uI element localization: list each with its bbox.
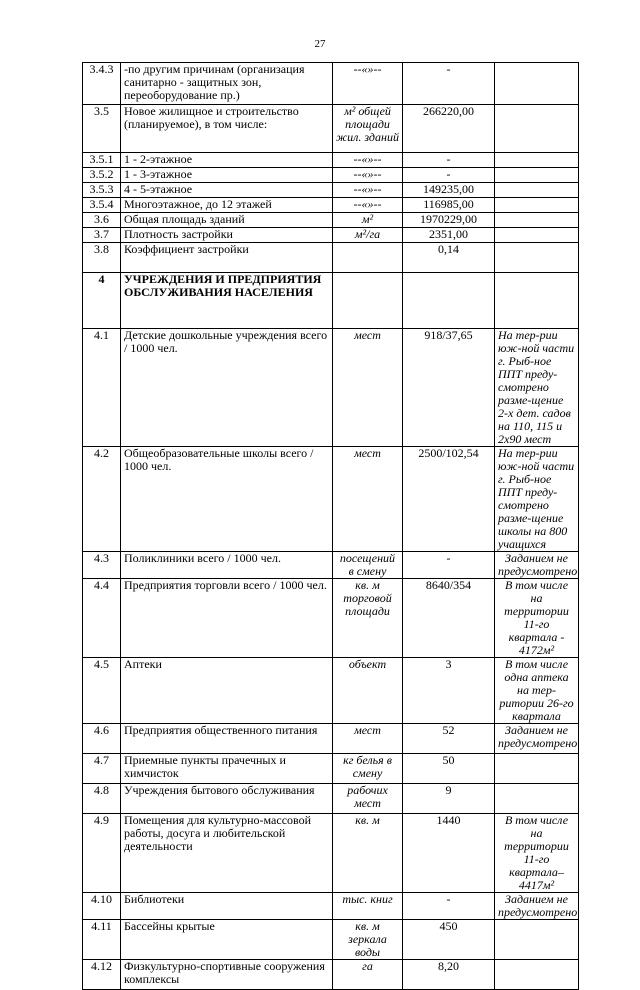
row-value: 266220,00 bbox=[403, 105, 495, 153]
row-name: Общеобразовательные школы всего / 1000 чел. bbox=[121, 447, 333, 552]
row-value bbox=[403, 273, 495, 329]
row-number: 3.5 bbox=[83, 105, 121, 153]
row-unit: посещений в смену bbox=[333, 552, 403, 579]
table-row bbox=[83, 168, 579, 183]
table-row bbox=[83, 243, 579, 273]
row-unit: --«»-- bbox=[333, 153, 403, 168]
row-note bbox=[495, 168, 579, 183]
row-number: 3.7 bbox=[83, 228, 121, 243]
table-row bbox=[83, 153, 579, 168]
row-name: Плотность застройки bbox=[121, 228, 333, 243]
row-name: Общая площадь зданий bbox=[121, 213, 333, 228]
row-name: Приемные пункты прачечных и химчисток bbox=[121, 754, 333, 784]
row-unit: кв. м зеркала воды bbox=[333, 920, 403, 960]
row-note bbox=[495, 105, 579, 153]
row-number: 3.8 bbox=[83, 243, 121, 273]
row-note: На тер-рии юж-ной части г. Рыб-ное ППТ преду-смотрено разме-щение 2-х дет. садов на 110, 115 и 2х90 мест bbox=[495, 329, 579, 447]
row-number: 4.10 bbox=[83, 893, 121, 920]
row-name: Поликлиники всего / 1000 чел. bbox=[121, 552, 333, 579]
table-row bbox=[83, 329, 579, 447]
row-value: 0,14 bbox=[403, 243, 495, 273]
row-unit: мест bbox=[333, 724, 403, 754]
row-number: 4.7 bbox=[83, 754, 121, 784]
row-value: 450 bbox=[403, 920, 495, 960]
row-unit: --«»-- bbox=[333, 198, 403, 213]
page-number: 27 bbox=[314, 38, 326, 50]
row-unit: м² bbox=[333, 213, 403, 228]
row-unit: тыс. книг bbox=[333, 893, 403, 920]
row-name: УЧРЕЖДЕНИЯ И ПРЕДПРИЯТИЯ ОБСЛУЖИВАНИЯ НАСЕЛЕНИЯ bbox=[121, 273, 333, 329]
row-number: 3.6 bbox=[83, 213, 121, 228]
table-row bbox=[83, 920, 579, 960]
row-number: 4.11 bbox=[83, 920, 121, 960]
row-name: 1 - 3-этажное bbox=[121, 168, 333, 183]
row-unit: мест bbox=[333, 447, 403, 552]
row-name: Многоэтажное, до 12 этажей bbox=[121, 198, 333, 213]
row-number: 3.5.2 bbox=[83, 168, 121, 183]
table-row bbox=[83, 447, 579, 552]
row-number: 4.3 bbox=[83, 552, 121, 579]
row-name: Детские дошкольные учреждения всего / 1000 чел. bbox=[121, 329, 333, 447]
row-value: 9 bbox=[403, 784, 495, 814]
row-name: Учреждения бытового обслуживания bbox=[121, 784, 333, 814]
row-value: 2500/102,54 bbox=[403, 447, 495, 552]
row-value: 2351,00 bbox=[403, 228, 495, 243]
row-unit: га bbox=[333, 960, 403, 990]
row-unit: м²/га bbox=[333, 228, 403, 243]
table-row bbox=[83, 198, 579, 213]
row-note bbox=[495, 213, 579, 228]
row-number: 3.5.4 bbox=[83, 198, 121, 213]
row-note bbox=[495, 183, 579, 198]
table-row bbox=[83, 754, 579, 784]
row-value: - bbox=[403, 168, 495, 183]
row-note: В том числе одна аптека на тер-ритории 26-го квартала bbox=[495, 658, 579, 724]
table-row bbox=[83, 213, 579, 228]
row-note bbox=[495, 153, 579, 168]
row-unit bbox=[333, 243, 403, 273]
row-name: Бассейны крытые bbox=[121, 920, 333, 960]
row-unit: кв. м торговой площади bbox=[333, 579, 403, 658]
row-note: Заданием не предусмотрено bbox=[495, 552, 579, 579]
indicators-table bbox=[82, 62, 579, 990]
table-row bbox=[83, 960, 579, 990]
row-note bbox=[495, 198, 579, 213]
row-name: Коэффициент застройки bbox=[121, 243, 333, 273]
row-number: 4.1 bbox=[83, 329, 121, 447]
row-number: 4.2 bbox=[83, 447, 121, 552]
row-note: В том числе на территории 11-го квартала–4417м² bbox=[495, 814, 579, 893]
row-name: Помещения для культурно-массовой работы, досуга и любительской деятельности bbox=[121, 814, 333, 893]
table-row bbox=[83, 724, 579, 754]
section-row bbox=[83, 273, 579, 329]
row-number: 4.8 bbox=[83, 784, 121, 814]
row-name: Библиотеки bbox=[121, 893, 333, 920]
row-number: 3.4.3 bbox=[83, 63, 121, 105]
row-value: 52 bbox=[403, 724, 495, 754]
row-value: 8,20 bbox=[403, 960, 495, 990]
row-number: 4.5 bbox=[83, 658, 121, 724]
row-unit bbox=[333, 273, 403, 329]
row-number: 4.9 bbox=[83, 814, 121, 893]
table-row bbox=[83, 552, 579, 579]
row-value: 3 bbox=[403, 658, 495, 724]
row-note: Заданием не предусмотрено bbox=[495, 724, 579, 754]
row-name: Предприятия торговли всего / 1000 чел. bbox=[121, 579, 333, 658]
row-name: -по другим причинам (организация санитарно - защитных зон, переоборудование пр.) bbox=[121, 63, 333, 105]
row-note bbox=[495, 243, 579, 273]
table-row bbox=[83, 105, 579, 153]
row-number: 4 bbox=[83, 273, 121, 329]
row-unit: --«»-- bbox=[333, 63, 403, 105]
row-note: В том числе на территории 11-го квартала - 4172м² bbox=[495, 579, 579, 658]
row-note bbox=[495, 228, 579, 243]
row-unit: рабочих мест bbox=[333, 784, 403, 814]
table-row bbox=[83, 579, 579, 658]
table-row bbox=[83, 658, 579, 724]
row-unit: м² общей площади жил. зданий bbox=[333, 105, 403, 153]
row-note bbox=[495, 960, 579, 990]
row-value: - bbox=[403, 552, 495, 579]
row-name: Физкультурно-спортивные сооружения комплексы bbox=[121, 960, 333, 990]
row-note bbox=[495, 784, 579, 814]
row-note: Заданием не предусмотрено bbox=[495, 893, 579, 920]
row-value: 1970229,00 bbox=[403, 213, 495, 228]
table-row bbox=[83, 814, 579, 893]
row-value: 50 bbox=[403, 754, 495, 784]
row-value: 918/37,65 bbox=[403, 329, 495, 447]
row-number: 3.5.3 bbox=[83, 183, 121, 198]
table-row bbox=[83, 784, 579, 814]
row-value: 116985,00 bbox=[403, 198, 495, 213]
row-value: - bbox=[403, 63, 495, 105]
row-value: 1440 bbox=[403, 814, 495, 893]
row-name: 1 - 2-этажное bbox=[121, 153, 333, 168]
row-unit: объект bbox=[333, 658, 403, 724]
row-note bbox=[495, 920, 579, 960]
row-unit: кв. м bbox=[333, 814, 403, 893]
row-unit: мест bbox=[333, 329, 403, 447]
row-note bbox=[495, 273, 579, 329]
row-name: 4 - 5-этажное bbox=[121, 183, 333, 198]
row-note bbox=[495, 754, 579, 784]
table-row bbox=[83, 63, 579, 105]
row-unit: --«»-- bbox=[333, 183, 403, 198]
table-row bbox=[83, 183, 579, 198]
row-name: Предприятия общественного питания bbox=[121, 724, 333, 754]
row-unit: --«»-- bbox=[333, 168, 403, 183]
table-row bbox=[83, 893, 579, 920]
row-note bbox=[495, 63, 579, 105]
row-note: На тер-рии юж-ной части г. Рыб-ное ППТ преду-смотрено разме-щение школы на 800 учащихся bbox=[495, 447, 579, 552]
row-name: Аптеки bbox=[121, 658, 333, 724]
row-number: 4.12 bbox=[83, 960, 121, 990]
row-name: Новое жилищное и строительство (планируемое), в том числе: bbox=[121, 105, 333, 153]
table-body bbox=[83, 63, 579, 990]
row-number: 4.6 bbox=[83, 724, 121, 754]
row-unit: кг белья в смену bbox=[333, 754, 403, 784]
row-value: - bbox=[403, 893, 495, 920]
row-number: 4.4 bbox=[83, 579, 121, 658]
row-value: 149235,00 bbox=[403, 183, 495, 198]
table-row bbox=[83, 228, 579, 243]
row-value: 8640/354 bbox=[403, 579, 495, 658]
row-number: 3.5.1 bbox=[83, 153, 121, 168]
row-value: - bbox=[403, 153, 495, 168]
